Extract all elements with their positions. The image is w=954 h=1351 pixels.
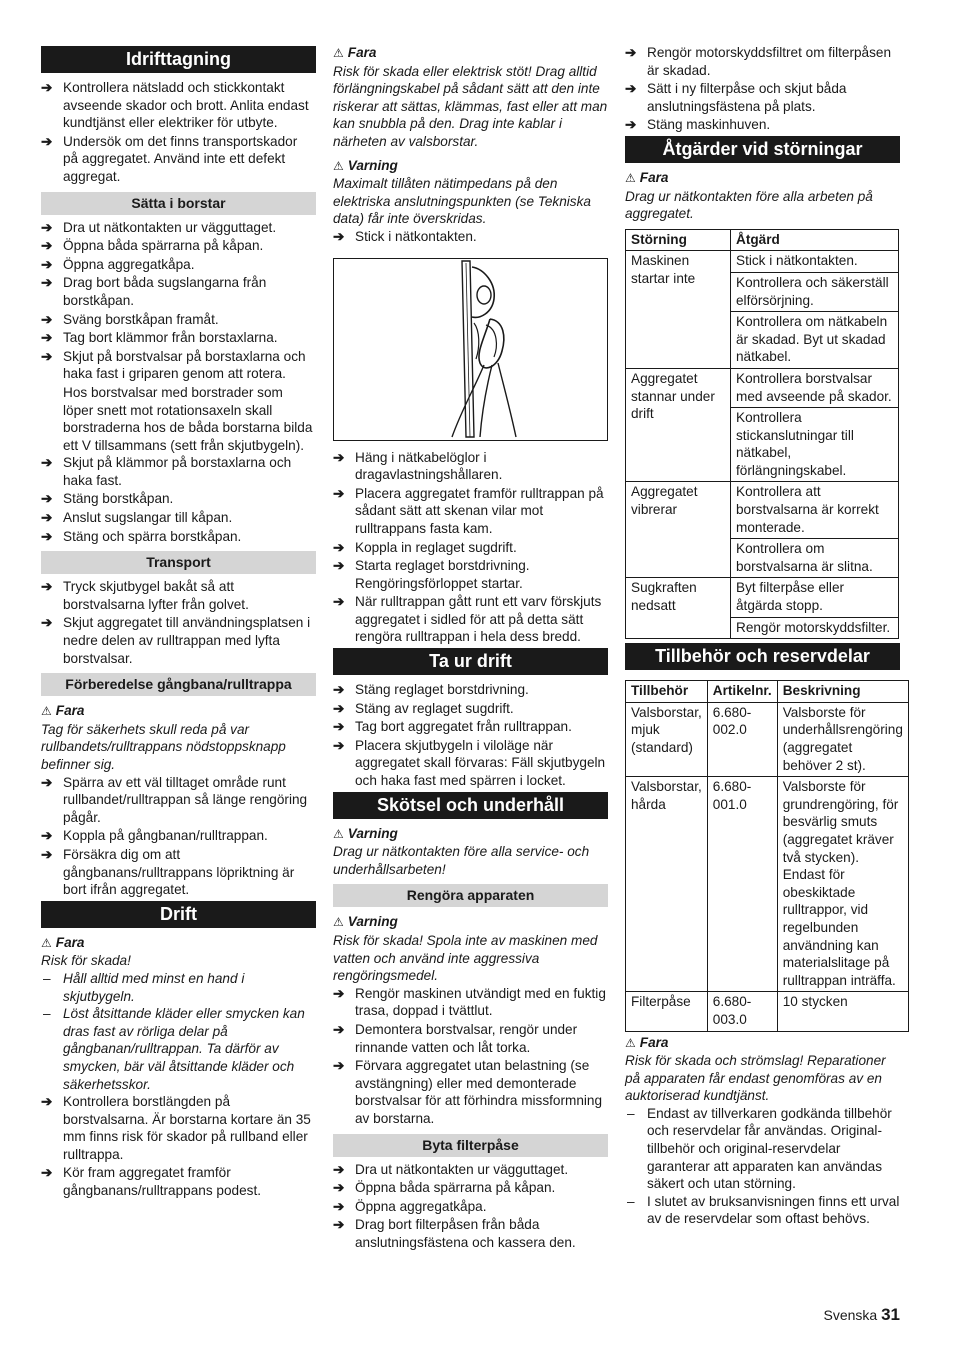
arrow-icon: ➔ <box>333 700 345 716</box>
arrow-icon: ➔ <box>41 774 53 790</box>
arrow-icon: ➔ <box>41 238 53 254</box>
list-item: ➔ Undersök om det finns transportskador på aggregatet. Använd inte ett defekt aggregat. <box>41 133 298 184</box>
list-item: ➔ Dra ut nätkontakten ur vägguttaget. <box>333 1161 569 1177</box>
warning-label: ⚠ Fara <box>333 45 377 60</box>
table-cell: Kontrollera om borstvalsarna är slitna. <box>731 539 899 578</box>
arrow-icon: ➔ <box>41 219 53 235</box>
column-2 <box>333 44 608 1253</box>
list-item: ➔ Kontrollera nätsladd och stickkontakt avseende skador och brott. Anlita endast kundtjänst eller elektriker för utbyte. <box>41 80 309 131</box>
table-cell: Filterpåse <box>626 992 708 1031</box>
warning-text: Risk för skada! <box>41 953 131 969</box>
list-item: ➔ Stäng reglaget borstdrivning. <box>333 682 529 698</box>
list-item: ➔ Häng i nätkabelöglor i dragavlastningshållaren. <box>333 449 503 483</box>
troubleshooting-table <box>625 229 899 639</box>
subheading-forberedelse: Förberedelse gångbana/rulltrappa <box>41 673 316 696</box>
list-item: ➔ Stäng och spärra borstkåpan. <box>41 528 242 544</box>
arrow-icon: ➔ <box>333 985 345 1001</box>
arrow-icon: ➔ <box>41 528 53 544</box>
table-cell: Kontrollera borstvalsar med avseende på skador. <box>731 368 899 407</box>
table-header: Beskrivning <box>777 681 908 703</box>
section-heading-atgarder: Åtgärder vid störningar <box>625 136 900 163</box>
list-item: ➔ Drag bort filterpåsen från båda anslutningsfästena och kassera den. <box>333 1217 576 1250</box>
warning-label: ⚠ Fara <box>41 703 85 719</box>
arrow-icon: ➔ <box>333 1217 345 1233</box>
page-footer <box>823 1306 900 1325</box>
arrow-icon: ➔ <box>333 485 345 501</box>
arrow-icon: ➔ <box>41 846 53 862</box>
arrow-icon: ➔ <box>41 330 53 346</box>
column-3 <box>625 44 903 1228</box>
arrow-icon: ➔ <box>41 491 53 507</box>
warning-icon: ⚠ <box>333 46 344 60</box>
arrow-icon: ➔ <box>333 594 345 610</box>
arrow-icon: ➔ <box>41 256 53 272</box>
list-item: ➔ Tag bort klämmor från borstaxlarna. <box>41 330 278 346</box>
arrow-icon: ➔ <box>41 1165 53 1181</box>
table-cell: Kontrollera om nätkabeln är skadad. Byt ut skadad nätkabel. <box>731 312 899 369</box>
table-cell: Valsborstar, mjuk (standard) <box>626 702 708 776</box>
table-row <box>626 777 909 992</box>
arrow-icon: ➔ <box>41 1094 53 1110</box>
list-item: ➔ Placera aggregatet framför rulltrappan på sådant sätt att skenan vilar mot rulltrappans fasta kam. <box>333 485 604 536</box>
table-row <box>626 992 909 1031</box>
warning-icon: ⚠ <box>625 170 636 185</box>
cable-hook-drawing <box>334 259 607 440</box>
cable-hook-illustration <box>333 258 608 441</box>
table-cell: Rengör motorskyddsfilter. <box>731 617 899 639</box>
section-heading-tillbehor: Tillbehör och reservdelar <box>625 643 900 670</box>
warning-icon: ⚠ <box>625 1035 636 1050</box>
list-item: ➔ Rengör maskinen utvändigt med en fuktig trasa, doppad i tvättlut. <box>333 985 606 1019</box>
arrow-icon: ➔ <box>625 117 637 133</box>
arrow-icon: ➔ <box>333 1058 345 1074</box>
table-header: Artikelnr. <box>707 681 777 703</box>
dash-item: – I slutet av bruksanvisningen finns ett urval av de reservdelar som oftast behövs. <box>627 1193 900 1227</box>
warning-text: Tag för säkerhets skull reda på var rullbandets/rulltrappans nödstoppsknapp befinner sig. <box>41 721 286 772</box>
section-heading-idrifttagning: Idrifttagning <box>41 46 316 73</box>
list-item: ➔ Anslut sugslangar till kåpan. <box>41 510 233 526</box>
arrow-icon: ➔ <box>333 539 345 555</box>
table-cell: Aggregatet stannar under drift <box>626 368 731 482</box>
table-header: Åtgärd <box>731 229 899 251</box>
warning-text: Risk för skada eller elektrisk stöt! Drag alltid förlängningskabel på sådant sätt att den inte riskerar att sättas, klämmas, fast eller att man kan snubbla på den. Drag inte kablar i närheten av valsborstar. <box>333 63 608 149</box>
arrow-icon: ➔ <box>333 558 345 574</box>
page-number: 31 <box>881 1305 900 1324</box>
list-item: ➔ Dra ut nätkontakten ur vägguttaget. <box>41 219 277 235</box>
table-row <box>626 368 899 407</box>
table-cell: Valsborstar, hårda <box>626 777 708 992</box>
table-cell: Aggregatet vibrerar <box>626 482 731 578</box>
arrow-icon: ➔ <box>333 1198 345 1214</box>
warning-text: Risk för skada! Spola inte av maskinen med vatten och använd inte aggressiva rengöringsmedel. <box>333 933 598 984</box>
list-item: ➔ Drag bort båda sugslangarna från borstkåpan. <box>41 275 267 308</box>
list-item: ➔ Rengör motorskyddsfiltret om filterpåsen är skadad. <box>625 45 892 78</box>
table-cell: Kontrollera stickanslutningar till nätkabel, förlängningskabel. <box>731 408 899 482</box>
arrow-icon: ➔ <box>333 449 345 465</box>
subheading-transport: Transport <box>41 551 316 574</box>
table-row <box>626 482 899 539</box>
section-heading-skotsel: Skötsel och underhåll <box>333 792 608 819</box>
list-item: ➔ Starta reglaget borstdrivning. Rengöringsförloppet startar. <box>333 558 530 591</box>
arrow-icon: ➔ <box>333 1021 345 1037</box>
arrow-icon: ➔ <box>333 228 345 244</box>
list-item: ➔ Skjut på borstvalsar på borstaxlarna och haka fast i griparen genom att rotera. <box>41 348 306 382</box>
arrow-icon: ➔ <box>41 615 53 631</box>
arrow-icon: ➔ <box>333 1161 345 1177</box>
warning-icon: ⚠ <box>333 826 344 841</box>
list-item: ➔ Koppla in reglaget sugdrift. <box>333 539 517 555</box>
list-item: ➔ Skjut aggregatet till användningsplatsen i nedre delen av rulltrappan med lyfta borstvalsar. <box>41 615 311 666</box>
list-item: ➔ Kontrollera borstlängden på borstvalsarna. Är borstarna kortare än 35 mm finns risk för skador på rullband eller rulltrappa. <box>41 1094 311 1162</box>
section-heading-ta-ur-drift: Ta ur drift <box>333 648 608 675</box>
arrow-icon: ➔ <box>333 719 345 735</box>
arrow-icon: ➔ <box>41 133 53 149</box>
list-item: ➔ Öppna aggregatkåpa. <box>41 256 195 272</box>
list-item: ➔ Demontera borstvalsar, rengör under rinnande vatten och låt torka. <box>333 1021 578 1055</box>
warning-label: ⚠ Fara <box>41 934 85 950</box>
list-item: ➔ Sätt i ny filterpåse och skjut båda anslutningsfästena på plats. <box>625 81 847 114</box>
table-row <box>626 251 899 273</box>
table-cell: Byt filterpåse eller åtgärda stopp. <box>731 578 899 617</box>
arrow-icon: ➔ <box>41 80 53 95</box>
list-item: ➔ Tryck skjutbygel bakåt så att borstvalsarna lyfter från golvet. <box>41 579 249 612</box>
arrow-icon: ➔ <box>333 682 345 698</box>
accessories-table <box>625 680 909 1031</box>
table-cell: 6.680-002.0 <box>707 702 777 776</box>
list-item: ➔ Stick i nätkontakten. <box>333 228 477 244</box>
warning-text: Drag ur nätkontakten före alla arbeten på aggregatet. <box>625 188 873 222</box>
warning-icon: ⚠ <box>41 935 52 950</box>
arrow-icon: ➔ <box>41 275 53 291</box>
warning-text: Maximalt tillåten nätimpedans på den elektriska anslutningspunkten (se Tekniska data) får inte överskridas. <box>333 176 591 227</box>
table-cell: Sugkraften nedsatt <box>626 578 731 639</box>
table-cell: Valsborste för underhållsrengöring (aggregatet behöver 2 st). <box>777 702 908 776</box>
list-item: ➔ Öppna båda spärrarna på kåpan. <box>41 238 264 254</box>
arrow-icon: ➔ <box>333 1180 345 1196</box>
list-item: ➔ Sväng borstkåpan framåt. <box>41 311 219 327</box>
table-header: Tillbehör <box>626 681 708 703</box>
table-row <box>626 702 909 776</box>
table-cell: 10 stycken <box>777 992 908 1031</box>
arrow-icon: ➔ <box>625 81 637 97</box>
note-paragraph: Hos borstvalsar med borstrader som löper snett mot rotationsaxeln skall borstraderna hos de båda borstarna bilda ett V tillsammans (sett från skjutbygeln). <box>63 384 313 453</box>
table-row <box>626 578 899 617</box>
list-item: ➔ Skjut på klämmor på borstaxlarna och haka fast. <box>41 455 292 488</box>
list-item: ➔ Stäng maskinhuven. <box>625 117 771 133</box>
table-cell: Valsborste för grundrengöring, för besvärlig smuts (aggregatet kräver två stycken). Endast för obeskiktade rulltrappor, vid regelbunden användning kan materialslitage på rulltrappan inträffa. <box>777 777 908 992</box>
warning-label: ⚠ Varning <box>333 914 398 930</box>
arrow-icon: ➔ <box>41 348 53 364</box>
table-cell: Kontrollera att borstvalsarna är korrekt monterade. <box>731 482 899 539</box>
arrow-icon: ➔ <box>41 510 53 526</box>
warning-label: ⚠ Varning <box>333 157 398 173</box>
warning-text: Risk för skada och strömslag! Reparationer på apparaten får endast genomföras av en auktoriserad kundtjänst. <box>625 1053 886 1104</box>
list-item: ➔ När rulltrappan gått runt ett varv förskjuts aggregatet i sidled för att på detta sätt rengöra rulltrappan i hela dess bredd. <box>333 594 602 645</box>
warning-icon: ⚠ <box>333 915 344 930</box>
table-cell: Maskinen startar inte <box>626 251 731 369</box>
warning-label: ⚠ Fara <box>625 1034 669 1050</box>
arrow-icon: ➔ <box>41 311 53 327</box>
subheading-satta-i-borstar: Sätta i borstar <box>41 192 316 215</box>
list-item: ➔ Kör fram aggregatet framför gångbanans/rulltrappans podest. <box>41 1165 262 1199</box>
list-item: ➔ Koppla på gångbanan/rulltrappan. <box>41 828 268 844</box>
arrow-icon: ➔ <box>41 579 53 595</box>
dash-item: – Håll alltid med minst en hand i skjutbygeln. <box>43 970 245 1004</box>
list-item: ➔ Försäkra dig om att gångbanans/rulltrappans löpriktning är bort ifrån aggregatet. <box>41 846 295 898</box>
arrow-icon: ➔ <box>333 737 345 753</box>
list-item: ➔ Placera skjutbygeln i viloläge när aggregatet skall förvaras: Fäll skjutbygeln och haka fast med spärren i locket. <box>333 737 606 789</box>
warning-label: ⚠ Varning <box>333 825 398 841</box>
list-item: ➔ Öppna aggregatkåpa. <box>333 1198 487 1214</box>
footer-language: Svenska <box>823 1307 878 1323</box>
table-header: Störning <box>626 229 731 251</box>
column-1 <box>41 44 316 1201</box>
table-header-row <box>626 681 909 703</box>
list-item: ➔ Öppna båda spärrarna på kåpan. <box>333 1180 556 1196</box>
list-item: ➔ Tag bort aggregatet från rulltrappan. <box>333 719 572 735</box>
subheading-rengora: Rengöra apparaten <box>333 884 608 907</box>
table-cell: Kontrollera och säkerställ elförsörjning. <box>731 272 899 311</box>
warning-label: ⚠ Fara <box>625 169 669 185</box>
arrow-icon: ➔ <box>625 45 637 60</box>
table-cell: 6.680-001.0 <box>707 777 777 992</box>
table-cell: Stick i nätkontakten. <box>731 251 899 273</box>
warning-text: Drag ur nätkontakten före alla service- och underhållsarbeten! <box>333 844 590 877</box>
section-heading-drift: Drift <box>41 901 316 928</box>
subheading-byta-filterpase: Byta filterpåse <box>333 1134 608 1157</box>
dash-item: – Löst åtsittande kläder eller smycken kan dras fast av rörliga delar på gångbanan/rulltrappan. Ta därför av smycken, bär väl åtsittande kläder och säkerhetsskor. <box>43 1006 305 1092</box>
warning-icon: ⚠ <box>41 704 52 719</box>
list-item: ➔ Förvara aggregatet utan belastning (se avstängning) eller med demonterade borstvalsar för att förhindra missformning av borstarna. <box>333 1058 603 1126</box>
table-cell: 6.680-003.0 <box>707 992 777 1031</box>
arrow-icon: ➔ <box>41 828 53 844</box>
dash-item: – Endast av tillverkaren godkända tillbehör och reservdelar får användas. Original-tillbehör och original-reservdelar garanterar att apparaten kan användas säkert och utan störning. <box>627 1105 892 1192</box>
table-header-row <box>626 229 899 251</box>
warning-icon: ⚠ <box>333 158 344 173</box>
arrow-icon: ➔ <box>41 455 53 471</box>
list-item: ➔ Stäng av reglaget sugdrift. <box>333 700 514 716</box>
list-item: ➔ Spärra av ett väl tilltaget område runt rullbandet/rulltrappan så länge rengöring pågår. <box>41 774 308 825</box>
list-item: ➔ Stäng borstkåpan. <box>41 491 174 507</box>
